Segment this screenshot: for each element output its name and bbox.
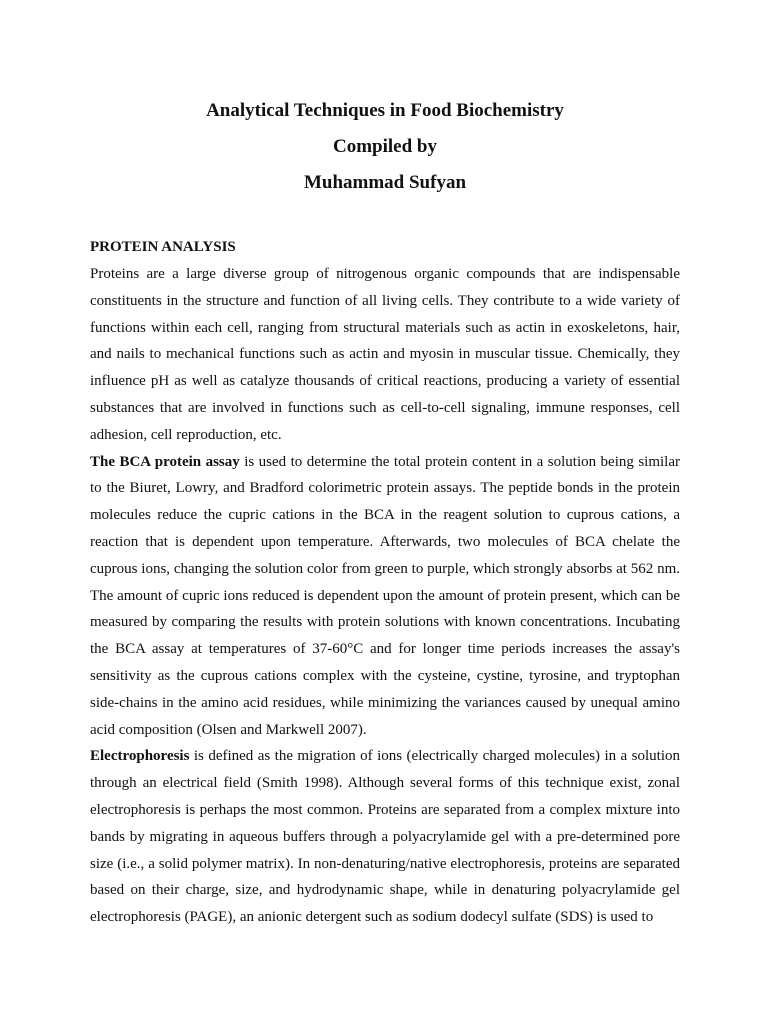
paragraph-bca-assay — [90, 449, 680, 744]
title-block — [90, 0, 680, 201]
paragraph-text: Proteins are a large diverse group of nitrogenous organic compounds that are indispensable constituents in the structure and function of all living cells. They contribute to a wide variety of functions within each cell, ranging from structural materials such as actin in exoskeletons, hair, and nails to mechanical functions such as actin and myosin in muscular tissue. Chemically, they influence pH as well as catalyze thousands of critical reactions, producing a variety of essential substances that are involved in functions such as cell-to-cell signaling, immune responses, cell adhesion, cell reproduction, etc. — [90, 266, 680, 443]
paragraph-text: is used to determine the total protein content in a solution being similar to the Biuret, Lowry, and Bradford colorimetric protein assays. The peptide bonds in the protein molecules reduce the cupric cations in the BCA in the reagent solution to cuprous cations, a reaction that is dependent upon temperature. Afterwards, two molecules of BCA chelate the cuprous ions, changing the solution color from green to purple, which strongly absorbs at 562 nm. The amount of cupric ions reduced is dependent upon the amount of protein present, which can be measured by comparing the results with protein solutions with known concentrations. Incubating the BCA assay at temperatures of 37-60°C and for longer time periods increases the assay's sensitivity as the cuprous cations complex with the cysteine, cystine, tyrosine, and tryptophan side-chains in the amino acid residues, while minimizing the variances caused by unequal amino acid composition (Olsen and Markwell 2007). — [90, 453, 680, 738]
compiled-by-line: Compiled by — [333, 136, 437, 157]
section-heading: PROTEIN ANALYSIS — [90, 239, 236, 255]
document-title: Analytical Techniques in Food Biochemistry — [206, 100, 564, 121]
paragraph-proteins-intro — [90, 261, 680, 449]
paragraph-lead-term: Electrophoresis — [90, 748, 190, 765]
paragraph-text: is defined as the migration of ions (electrically charged molecules) in a solution through an electrical field (Smith 1998). Although several forms of this technique exist, zonal electrophoresis is perhaps the most common. Proteins are separated from a complex mixture into bands by migrating in aqueous buffers through a polyacrylamide gel with a pre-determined pore size (i.e., a solid polymer matrix). In non-denaturing/native electrophoresis, proteins are separated based on their charge, size, and hydrodynamic shape, while in denaturing polyacrylamide gel electrophoresis (PAGE), an anionic detergent such as sodium dodecyl sulfate (SDS) is used to — [90, 748, 680, 926]
paragraph-electrophoresis — [90, 743, 680, 931]
author-name: Muhammad Sufyan — [303, 172, 467, 193]
paragraph-lead-term: The BCA protein assay — [90, 453, 240, 470]
